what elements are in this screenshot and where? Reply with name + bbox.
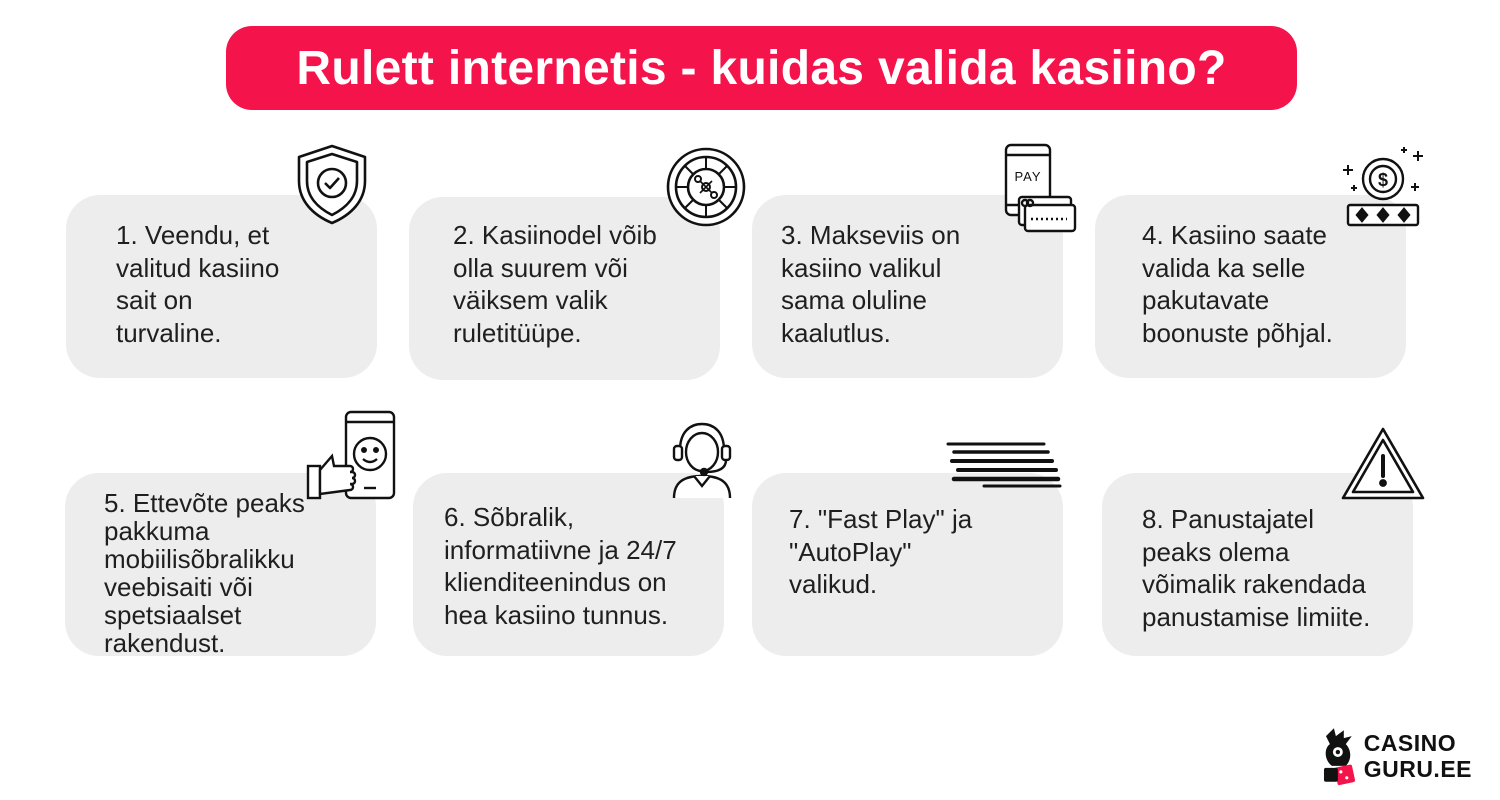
tip-card-6 [413, 473, 724, 656]
svg-text:$: $ [1377, 170, 1389, 190]
shield-check-icon [295, 143, 369, 225]
brand-line-2: GURU.EE [1363, 756, 1472, 782]
tip-text-4: 4. Kasiino saate valida ka selle pakutavate boonuste põhjal. [1142, 220, 1333, 348]
page-title: Rulett internetis - kuidas valida kasiino? [296, 41, 1227, 95]
tip-text-6: 6. Sõbralik, informatiivne ja 24/7 klienditeenindus on hea kasiino tunnus. [444, 502, 677, 630]
title-banner [226, 26, 1297, 110]
brand-name [1364, 730, 1472, 782]
tip-text-1: 1. Veendu, et valitud kasiino sait on turvaline. [116, 220, 280, 348]
svg-text:PAY: PAY [1014, 169, 1042, 184]
brand-line-1: CASINO [1363, 730, 1457, 756]
speed-lines-icon [944, 438, 1064, 490]
tip-card-7 [752, 473, 1063, 656]
tip-text-2: 2. Kasiinodel võib olla suurem või väiksem valik ruletitüüpe. [453, 220, 657, 348]
casino-guru-logo [1322, 725, 1472, 787]
roulette-wheel-icon [665, 146, 747, 228]
support-agent-icon [666, 418, 738, 500]
mobile-thumbs-up-icon [306, 410, 396, 502]
tip-text-7: 7. "Fast Play" ja "AutoPlay" valikud. [789, 504, 973, 599]
tip-text-5: 5. Ettevõte peaks pakkuma mobiilisõbralikku veebisaiti või spetsiaalset rakendust. [104, 488, 305, 658]
tip-text-8: 8. Panustajatel peaks olema võimalik rakendada panustamise limiite. [1142, 504, 1371, 632]
casino-chip-icon [1340, 143, 1426, 231]
tip-text-3: 3. Makseviis on kasiino valikul sama oluline kaalutlus. [781, 220, 961, 348]
guru-mascot-icon [1322, 726, 1356, 786]
payment-cards-icon [1003, 143, 1079, 235]
warning-icon [1340, 426, 1426, 502]
